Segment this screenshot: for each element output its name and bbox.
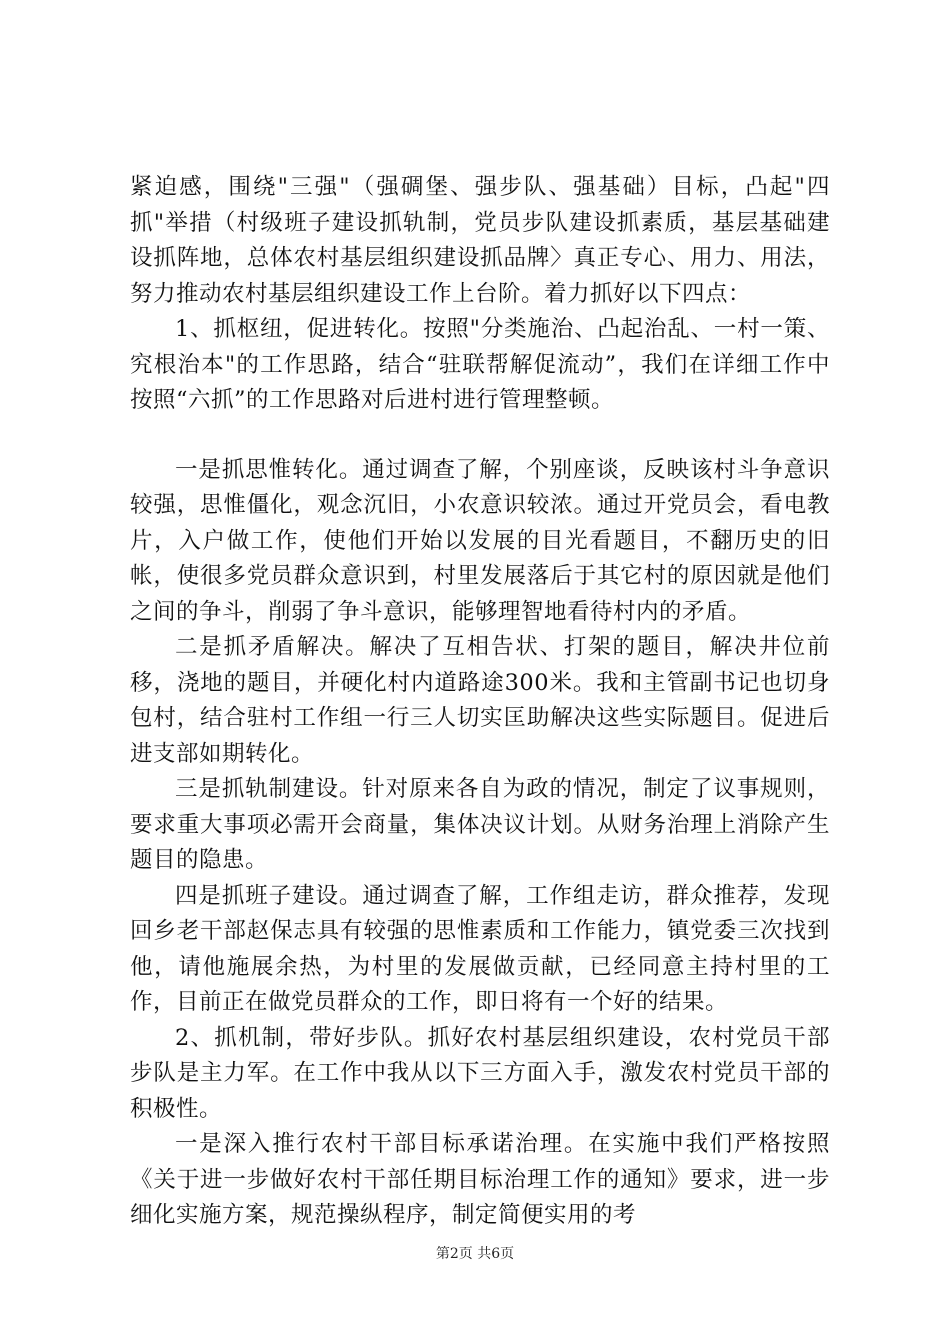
paragraph-point-2: 二是抓矛盾解决。解决了互相告状、打架的题目，解决井位前移，浇地的题目，并硬化村内道路途300米。我和主管副书记也切身包村，结合驻村工作组一行三人切实匡助解决这些实际题目。促进后进支部如期转化。 <box>130 634 830 767</box>
page-number-label: 第2页 共6页 <box>435 1246 515 1262</box>
paragraph-section-1-heading: 1、抓枢纽，促进转化。按照"分类施治、凸起治乱、一村一策、究根治本"的工作思路，结合“驻联帮解促流动”，我们在详细工作中按照“六抓”的工作思路对后进村进行管理整顿。 <box>130 316 830 413</box>
paragraph-intro-continuation: 紧迫感，围绕"三强"（强碉堡、强步队、强基础）目标，凸起"四抓"举措（村级班子建设抓轨制，党员步队建设抓素质，基层基础建设抓阵地，总体农村基层组织建设抓品牌〉真正专心、用力、用法，努力推动农村基层组织建设工作上台阶。着力抓好以下四点： <box>130 174 830 307</box>
document-body <box>130 170 830 1234</box>
paragraph-section-2-point-1: 一是深入推行农村干部目标承诺治理。在实施中我们严格按照《关于进一步做好农村干部任期目标治理工作的通知》要求，进一步细化实施方案，规范操纵程序，制定简便实用的考 <box>130 1131 830 1228</box>
paragraph-section-2-heading: 2、抓机制，带好步队。抓好农村基层组织建设，农村党员干部步队是主力军。在工作中我从以下三方面入手，激发农村党员干部的积极性。 <box>130 1024 830 1122</box>
page-footer <box>0 1244 950 1264</box>
paragraph-point-4: 四是抓班子建设。通过调查了解，工作组走访，群众推荐，发现回乡老干部赵保志具有较强的思惟素质和工作能力，镇党委三次找到他，请他施展余热，为村里的发展做贡献，已经同意主持村里的工作，目前正在做党员群众的工作，即日将有一个好的结果。 <box>130 882 830 1015</box>
paragraph-point-3: 三是抓轨制建设。针对原来各自为政的情况，制定了议事规则，要求重大事项必需开会商量，集体决议计划。从财务治理上消除产生题目的隐患。 <box>130 776 830 873</box>
paragraph-point-1: 一是抓思惟转化。通过调查了解，个别座谈，反映该村斗争意识较强，思惟僵化，观念沉旧，小农意识较浓。通过开党员会，看电教片，入户做工作，使他们开始以发展的目光看题目，不翻历史的旧帐，使很多党员群众意识到，村里发展落后于其它村的原因就是他们之间的争斗，削弱了争斗意识，能够理智地看待村内的矛盾。 <box>130 456 830 625</box>
